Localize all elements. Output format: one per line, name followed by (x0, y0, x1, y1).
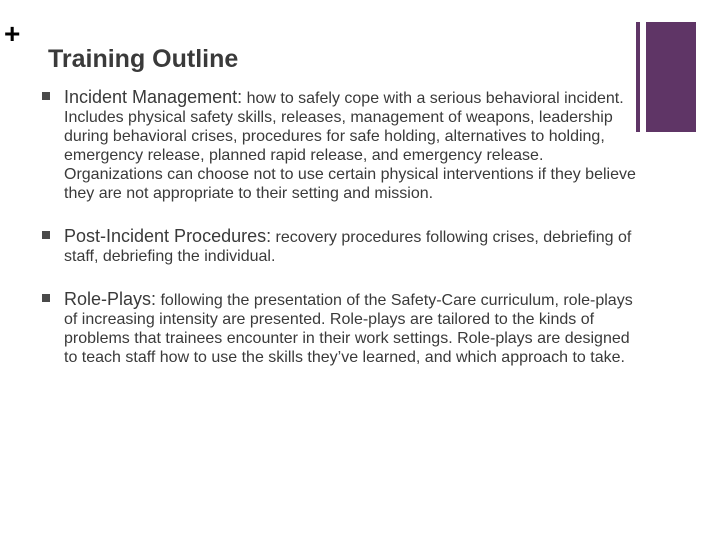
bullet-text: recovery procedures following crises, debriefing of staff, debriefing the individual. (64, 229, 632, 265)
bullet-heading: Role-Plays: (64, 289, 157, 309)
square-bullet-icon (42, 231, 50, 239)
bullet-item-role-plays (42, 290, 642, 367)
bullet-heading: Incident Management: (64, 87, 243, 107)
bullet-list (42, 88, 642, 391)
bullet-text: following the presentation of the Safety-Care curriculum, role-plays of increasing intensity are presented. Role-plays are tailored to the kinds of problems that trainees encounter in their work settings. Role-plays are designed to teach staff how to use the skills they’ve learned, and which approach to take. (64, 292, 633, 366)
square-bullet-icon (42, 92, 50, 100)
plus-icon: + (4, 18, 21, 49)
slide-title: Training Outline (48, 45, 239, 73)
square-bullet-icon (42, 294, 50, 302)
bullet-heading: Post-Incident Procedures: (64, 226, 272, 246)
bullet-item-post-incident (42, 227, 642, 266)
bullet-item-incident-management (42, 88, 642, 203)
plus-decoration (4, 20, 20, 48)
accent-bar-block (646, 22, 696, 132)
bullet-text: how to safely cope with a serious behavioral incident. Includes physical safety skills, releases, management of weapons, leadership during behavioral crises, procedures for safe holding, alternatives to holding, emergency release, planned rapid release, and emergency release. Organizations can choose not to use certain physical interventions if they believe they are not appropriate to their setting and mission. (64, 90, 636, 202)
